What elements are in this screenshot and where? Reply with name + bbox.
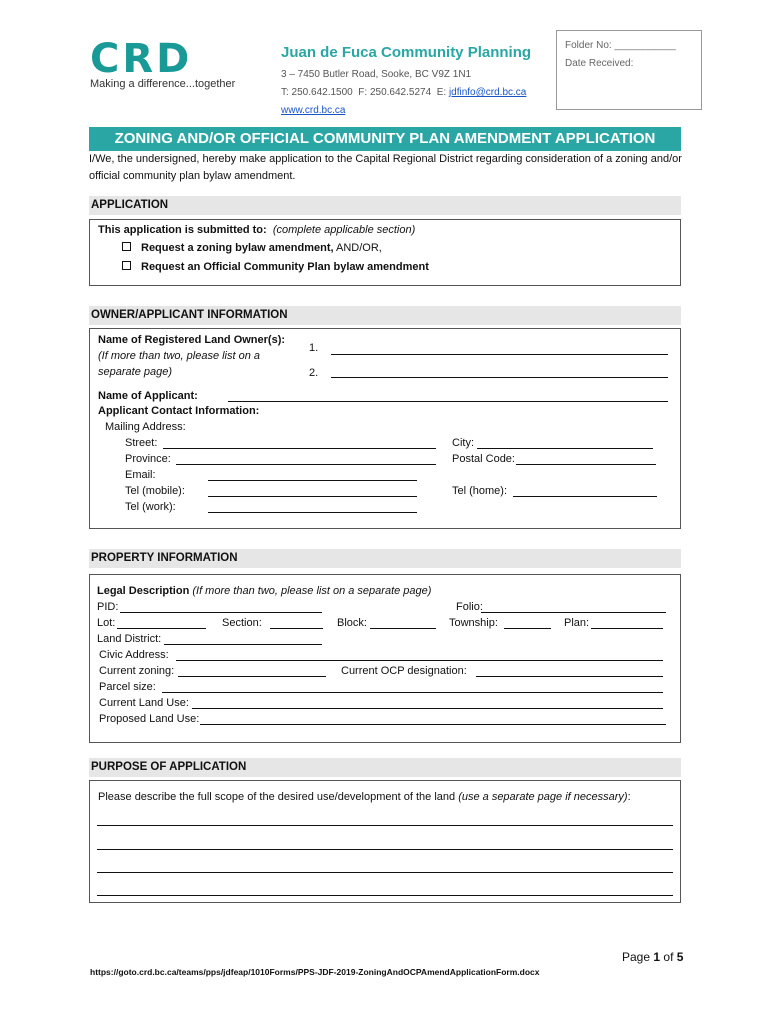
tel-work-label: Tel (work): — [125, 501, 176, 513]
city-field[interactable] — [477, 448, 653, 449]
owner-1-field[interactable] — [331, 354, 668, 355]
org-phones — [281, 84, 526, 102]
legal-desc-label: Legal Description — [97, 585, 190, 597]
legal-desc-note: (If more than two, please list on a separate page) — [189, 585, 432, 597]
reg-owner-note1: (If more than two, please list on a — [98, 350, 261, 362]
parcel-label: Parcel size: — [99, 681, 156, 693]
applicant-label: Name of Applicant: — [98, 390, 198, 402]
form-title: ZONING AND/OR OFFICIAL COMMUNITY PLAN AMENDMENT APPLICATION — [89, 127, 681, 151]
owner-box — [89, 328, 681, 529]
ocp-checkbox[interactable] — [122, 261, 131, 270]
option-ocp-label: Request an Official Community Plan bylaw amendment — [141, 261, 429, 273]
township-label: Township: — [449, 617, 498, 629]
contact-label: Applicant Contact Information: — [98, 405, 260, 417]
purpose-note: (use a separate page if necessary) — [458, 791, 628, 803]
reg-owner-note2: separate page) — [98, 366, 172, 378]
page-current: 1 — [653, 950, 661, 964]
page-total: 5 — [676, 950, 684, 964]
org-email-link[interactable]: jdfinfo@crd.bc.ca — [448, 87, 527, 98]
purpose-heading: PURPOSE OF APPLICATION — [89, 758, 681, 777]
logo-text: CRD — [90, 36, 193, 82]
pid-field[interactable] — [120, 612, 322, 613]
civic-field[interactable] — [176, 660, 663, 661]
purpose-line-2[interactable] — [97, 849, 673, 850]
owner-2-field[interactable] — [331, 377, 668, 378]
zoning-label: Current zoning: — [99, 665, 175, 677]
email-field[interactable] — [208, 480, 417, 481]
property-box — [89, 574, 681, 743]
submitted-to-label: This application is submitted to: — [98, 224, 267, 236]
owner-num-2: 2. — [309, 367, 319, 379]
proposed-field[interactable] — [200, 724, 666, 725]
date-received: Date Received: — [565, 58, 634, 69]
owner-heading: OWNER/APPLICANT INFORMATION — [89, 306, 681, 325]
lot-field[interactable] — [117, 628, 206, 629]
tel-work-field[interactable] — [208, 512, 417, 513]
plan-field[interactable] — [591, 628, 663, 629]
proposed-label: Proposed Land Use: — [99, 713, 200, 725]
option-zoning-label: Request a zoning bylaw amendment, — [141, 242, 334, 254]
tel-mobile-field[interactable] — [208, 496, 417, 497]
ocp-label: Current OCP designation: — [341, 665, 467, 677]
application-box — [89, 219, 681, 286]
application-heading: APPLICATION — [89, 196, 681, 215]
section-field[interactable] — [270, 628, 323, 629]
org-contact — [281, 66, 526, 120]
tel-home-label: Tel (home): — [452, 485, 508, 497]
township-field[interactable] — [504, 628, 551, 629]
purpose-line-3[interactable] — [97, 872, 673, 873]
pid-label: PID: — [97, 601, 119, 613]
province-field[interactable] — [176, 464, 436, 465]
purpose-describe: Please describe the full scope of the desired use/development of the land — [98, 791, 456, 803]
zoning-field[interactable] — [178, 676, 326, 677]
section-label: Section: — [222, 617, 262, 629]
block-field[interactable] — [370, 628, 436, 629]
option-zoning-rest: AND/OR, — [333, 242, 382, 254]
folio-field[interactable] — [481, 612, 666, 613]
owner-num-1: 1. — [309, 342, 319, 354]
land-use-label: Current Land Use: — [99, 697, 189, 709]
purpose-colon: : — [627, 791, 631, 803]
page-of: of — [663, 950, 674, 964]
folder-no: Folder No: ___________ — [565, 40, 676, 51]
purpose-box — [89, 780, 681, 903]
land-district-field[interactable] — [164, 644, 322, 645]
zoning-checkbox[interactable] — [122, 242, 131, 251]
city-label: City: — [452, 437, 474, 449]
ocp-field[interactable] — [476, 676, 663, 677]
tel-home-field[interactable] — [513, 496, 657, 497]
property-heading: PROPERTY INFORMATION — [89, 549, 681, 568]
footer-url: https://goto.crd.bc.ca/teams/pps/jdfeap/1010Forms/PPS-JDF-2019-ZoningAndOCPAmendApplicationForm.docx — [90, 967, 540, 977]
page-prefix: Page — [622, 950, 651, 964]
postal-label: Postal Code: — [452, 453, 515, 465]
page-number — [622, 950, 683, 964]
street-label: Street: — [125, 437, 158, 449]
org-email-label: E: — [436, 87, 447, 98]
crd-logo — [90, 36, 240, 90]
logo-tagline: Making a difference...together — [90, 78, 236, 90]
reg-owner-label: Name of Registered Land Owner(s): — [98, 334, 286, 346]
parcel-field[interactable] — [162, 692, 663, 693]
option-zoning[interactable] — [122, 242, 382, 254]
purpose-line-4[interactable] — [97, 895, 673, 896]
submitted-to-instruction: (complete applicable section) — [272, 224, 416, 236]
folio-label: Folio: — [456, 601, 483, 613]
purpose-line-1[interactable] — [97, 825, 673, 826]
street-field[interactable] — [163, 448, 436, 449]
land-use-field[interactable] — [192, 708, 663, 709]
plan-label: Plan: — [564, 617, 590, 629]
block-label: Block: — [337, 617, 367, 629]
land-district-label: Land District: — [97, 633, 162, 645]
org-name: Juan de Fuca Community Planning — [281, 44, 532, 61]
purpose-instruction — [98, 791, 631, 803]
applicant-field[interactable] — [228, 401, 668, 402]
org-website-link[interactable]: www.crd.bc.ca — [281, 105, 346, 116]
org-address: 3 – 7450 Butler Road, Sooke, BC V9Z 1N1 — [281, 69, 472, 80]
submitted-to — [98, 224, 415, 236]
intro-text: I/We, the undersigned, hereby make application to the Capital Regional District regarding consideration of a zoning and/or official community plan bylaw amendment. — [89, 153, 682, 182]
tel-mobile-label: Tel (mobile): — [125, 485, 185, 497]
email-label: Email: — [125, 469, 156, 481]
legal-desc — [97, 585, 431, 597]
province-label: Province: — [125, 453, 171, 465]
civic-label: Civic Address: — [99, 649, 169, 661]
org-fax: F: 250.642.5274 — [358, 87, 432, 98]
org-tel: T: 250.642.1500 — [281, 87, 353, 98]
postal-field[interactable] — [516, 464, 656, 465]
option-ocp[interactable] — [122, 261, 429, 273]
office-use-box — [556, 30, 702, 110]
lot-label: Lot: — [97, 617, 116, 629]
mailing-label: Mailing Address: — [105, 421, 186, 433]
